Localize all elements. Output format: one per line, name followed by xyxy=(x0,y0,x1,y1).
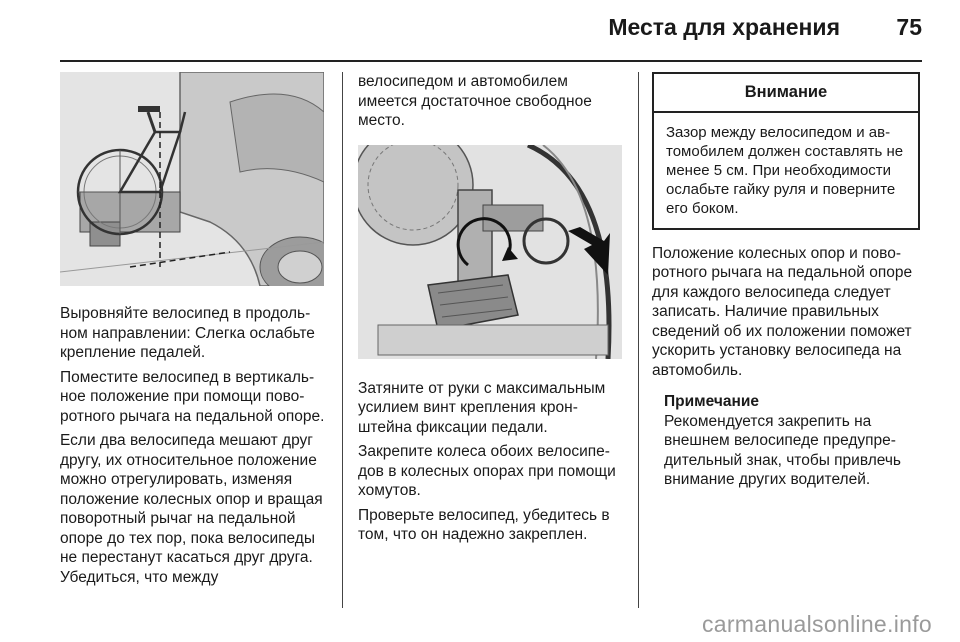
note-title: Примечание xyxy=(664,393,759,410)
paragraph: Поместите велосипед в вертикальное положение при помощи поворотного рычага на педальной опоре. xyxy=(60,368,325,425)
car-bike-rear-drawing xyxy=(60,72,324,286)
warning-title: Внимание xyxy=(654,74,918,113)
paragraph: велосипедом и автомобилем имеется достаточное свободное место. xyxy=(358,73,592,129)
paragraph: Проверьте велосипед, убедитесь в том, что он надежно закреплен. xyxy=(358,506,610,543)
warning-text: Зазор между велосипедом и автомобилем должен составлять не менее 5 см. При необходимости ослабьте гайку руля и поверните его боком. xyxy=(666,123,904,217)
paragraph: Если два велосипеда мешают друг другу, их относительное положение можно отрегулировать, изменяя положение колесных опор и вращая поворотный рычаг на педальной опоре до тех пор, пока велосипеды не перестанут касаться друг друга. Убедиться, что между xyxy=(60,432,323,586)
watermark-text: carmanualsonline.info xyxy=(701,611,932,637)
column-divider-2 xyxy=(638,72,639,608)
pedal-mount-drawing xyxy=(358,145,622,359)
section-title: Места для хранения xyxy=(608,14,840,40)
warning-box xyxy=(652,72,920,230)
note-block xyxy=(652,392,924,490)
column-3 xyxy=(652,72,924,490)
column-divider-1 xyxy=(342,72,343,608)
note-text: Рекомендуется закрепить на внешнем велосипеде предупредительный знак, чтобы привлечь внимание других водителей. xyxy=(664,412,901,488)
header-divider xyxy=(60,60,922,62)
page-header xyxy=(0,0,960,62)
pedal-clamp-illustration xyxy=(358,145,622,359)
column-1 xyxy=(60,72,328,592)
page-number: 75 xyxy=(896,14,922,40)
column-2 xyxy=(358,72,624,550)
paragraph: Положение колесных опор и поворотного рычага на педальной опоре для каждого велосипеда следует записать. Наличие правильных сведений об их положении поможет ускорить установку велосипеда на автомобиль. xyxy=(652,244,913,379)
paragraph: Закрепите колеса обоих велосипедов в колесных опорах при помощи хомутов. xyxy=(358,443,616,499)
paragraph: Затяните от руки с максимальным усилием винт крепления кронштейна фиксации педали. xyxy=(358,379,606,436)
paragraph: Выровняйте велосипед в продольном направлении: Слегка ослабьте крепление педалей. xyxy=(60,305,315,361)
bike-carrier-illustration xyxy=(60,72,324,286)
